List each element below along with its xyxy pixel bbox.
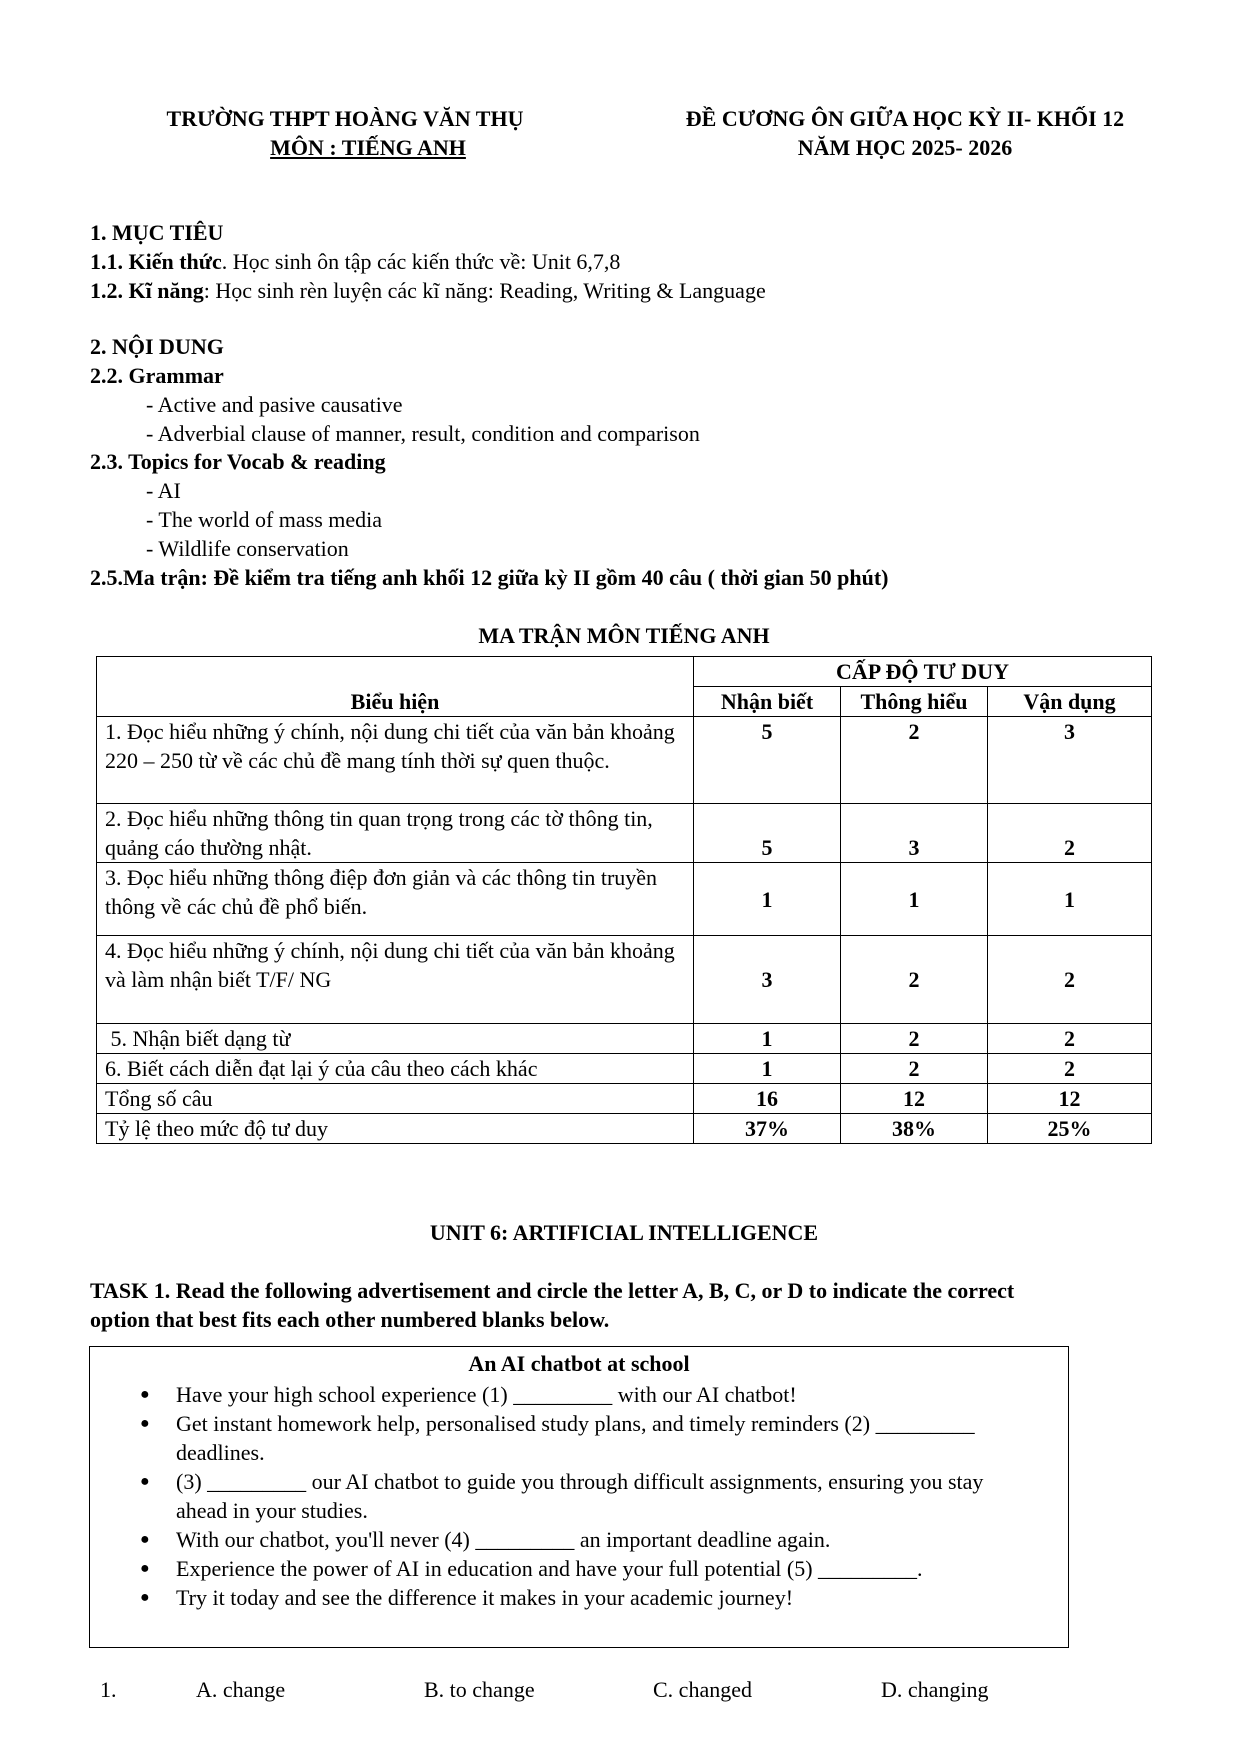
item2-label: 1.2. Kĩ năng (90, 278, 204, 303)
row-value: 2 (841, 1054, 988, 1084)
section1-item1 (90, 247, 620, 276)
table-row (97, 1084, 1152, 1114)
row-value: 3 (841, 804, 988, 863)
item1-label: 1.1. Kiến thức (90, 249, 222, 274)
table-row (97, 804, 1152, 863)
row-label: 1. Đọc hiểu những ý chính, nội dung chi tiết của văn bản khoảng 220 – 250 từ về các chủ đề mang tính thời sự quen thuộc. (97, 717, 694, 804)
advert-box (89, 1346, 1069, 1648)
row-value: 2 (841, 1024, 988, 1054)
list-item (90, 1380, 996, 1409)
matrix-table (96, 656, 1152, 1144)
bullet-icon: ● (140, 1415, 150, 1432)
row-value: 37% (694, 1114, 841, 1144)
task1-instruction: TASK 1. Read the following advertisement and circle the letter A, B, C, or D to indicate the correct (90, 1278, 1015, 1303)
list-item (90, 1554, 996, 1583)
row-value: 1 (988, 863, 1152, 936)
topic-item: - The world of mass media (146, 507, 383, 532)
bullet-icon: ● (140, 1560, 150, 1577)
unit-title: UNIT 6: ARTIFICIAL INTELLIGENCE (429, 1220, 819, 1245)
option-d[interactable]: D. changing (881, 1677, 989, 1702)
row-value: 1 (841, 863, 988, 936)
level-header: Thông hiểu (841, 687, 988, 717)
matrix-col-label (97, 657, 694, 717)
row-value: 3 (988, 717, 1152, 804)
row-value: 2 (988, 1054, 1152, 1084)
row-value: 2 (988, 936, 1152, 1024)
bullet-text: With our chatbot, you'll never (4) _________ an important deadline again. (176, 1527, 831, 1552)
bullet-text: Try it today and see the difference it makes in your academic journey! (176, 1585, 794, 1610)
item2-text: : Học sinh rèn luyện các kĩ năng: Reading, Writing & Language (203, 278, 766, 303)
matrix-title: MA TRẬN MÔN TIẾNG ANH (478, 623, 770, 648)
grammar-heading: 2.2. Grammar (90, 363, 224, 388)
row-value: 2 (841, 936, 988, 1024)
item1-text: . Học sinh ôn tập các kiến thức về: Unit 6,7,8 (221, 249, 621, 274)
table-row (97, 863, 1152, 936)
grammar-item: - Adverbial clause of manner, result, condition and comparison (146, 421, 700, 446)
bullet-text: (3) _________ our AI chatbot to guide you through difficult assignments, ensuring you stay ahead in your studies. (176, 1469, 984, 1523)
row-value: 1 (694, 1024, 841, 1054)
row-value: 5 (694, 717, 841, 804)
table-row (97, 1054, 1152, 1084)
bullet-icon: ● (140, 1589, 150, 1606)
row-label: Tổng số câu (97, 1084, 694, 1114)
row-value: 12 (841, 1084, 988, 1114)
row-value: 2 (988, 1024, 1152, 1054)
table-row (97, 1114, 1152, 1144)
subject-name: MÔN : TIẾNG ANH (270, 135, 466, 160)
row-label: 3. Đọc hiểu những thông điệp đơn giản và các thông tin truyền thông về các chủ đề phổ biến. (97, 863, 694, 936)
task1-instruction: option that best fits each other numbered blanks below. (90, 1307, 610, 1332)
matrix-description: 2.5.Ma trận: Đề kiểm tra tiếng anh khối 12 giữa kỳ II gồm 40 câu ( thời gian 50 phút) (90, 565, 889, 590)
bullet-text: Get instant homework help, personalised study plans, and timely reminders (2) _________ deadlines. (176, 1411, 975, 1465)
bullet-icon: ● (140, 1386, 150, 1403)
topic-item: - AI (146, 478, 181, 503)
question-number: 1. (100, 1677, 117, 1702)
section1-item2 (90, 276, 766, 305)
bullet-icon: ● (140, 1531, 150, 1548)
list-item (90, 1525, 996, 1554)
bullet-icon: ● (140, 1473, 150, 1490)
row-label: 2. Đọc hiểu những thông tin quan trọng trong các tờ thông tin, quảng cáo thường nhật. (97, 804, 694, 863)
row-value: 1 (694, 1054, 841, 1084)
section1-heading: 1. MỤC TIÊU (90, 220, 224, 245)
school-name: TRƯỜNG THPT HOÀNG VĂN THỤ (166, 106, 524, 131)
col-label-text: Biểu hiện (350, 689, 440, 714)
document-title: ĐỀ CƯƠNG ÔN GIỮA HỌC KỲ II- KHỐI 12 (685, 106, 1125, 131)
row-value: 38% (841, 1114, 988, 1144)
list-item (90, 1409, 996, 1467)
row-value: 2 (841, 717, 988, 804)
table-row (97, 717, 1152, 804)
row-label: 5. Nhận biết dạng từ (97, 1024, 694, 1054)
bullet-text: Have your high school experience (1) _________ with our AI chatbot! (176, 1382, 797, 1407)
grammar-item: - Active and pasive causative (146, 392, 403, 417)
row-value: 12 (988, 1084, 1152, 1114)
topic-item: - Wildlife conservation (146, 536, 349, 561)
advert-title: An AI chatbot at school (468, 1351, 690, 1376)
advert-bullets (90, 1380, 996, 1612)
row-value: 1 (694, 863, 841, 936)
option-b[interactable]: B. to change (424, 1677, 535, 1702)
list-item (90, 1467, 996, 1525)
matrix-group-header: CẤP ĐỘ TƯ DUY (694, 657, 1152, 687)
row-label: Tỷ lệ theo mức độ tư duy (97, 1114, 694, 1144)
topics-heading: 2.3. Topics for Vocab & reading (90, 449, 386, 474)
list-item (90, 1583, 996, 1612)
school-year: NĂM HỌC 2025- 2026 (797, 135, 1013, 160)
section2-heading: 2. NỘI DUNG (90, 334, 224, 359)
table-row (97, 1024, 1152, 1054)
row-value: 16 (694, 1084, 841, 1114)
row-label: 4. Đọc hiểu những ý chính, nội dung chi tiết của văn bản khoảng và làm nhận biết T/F/ NG (97, 936, 694, 1024)
level-header: Vận dụng (988, 687, 1152, 717)
table-row (97, 936, 1152, 1024)
option-a[interactable]: A. change (196, 1677, 286, 1702)
row-value: 25% (988, 1114, 1152, 1144)
option-c[interactable]: C. changed (653, 1677, 752, 1702)
row-label: 6. Biết cách diễn đạt lại ý của câu theo cách khác (97, 1054, 694, 1084)
level-header: Nhận biết (694, 687, 841, 717)
row-value: 3 (694, 936, 841, 1024)
row-value: 5 (694, 804, 841, 863)
row-value: 2 (988, 804, 1152, 863)
bullet-text: Experience the power of AI in education and have your full potential (5) _________. (176, 1556, 923, 1581)
